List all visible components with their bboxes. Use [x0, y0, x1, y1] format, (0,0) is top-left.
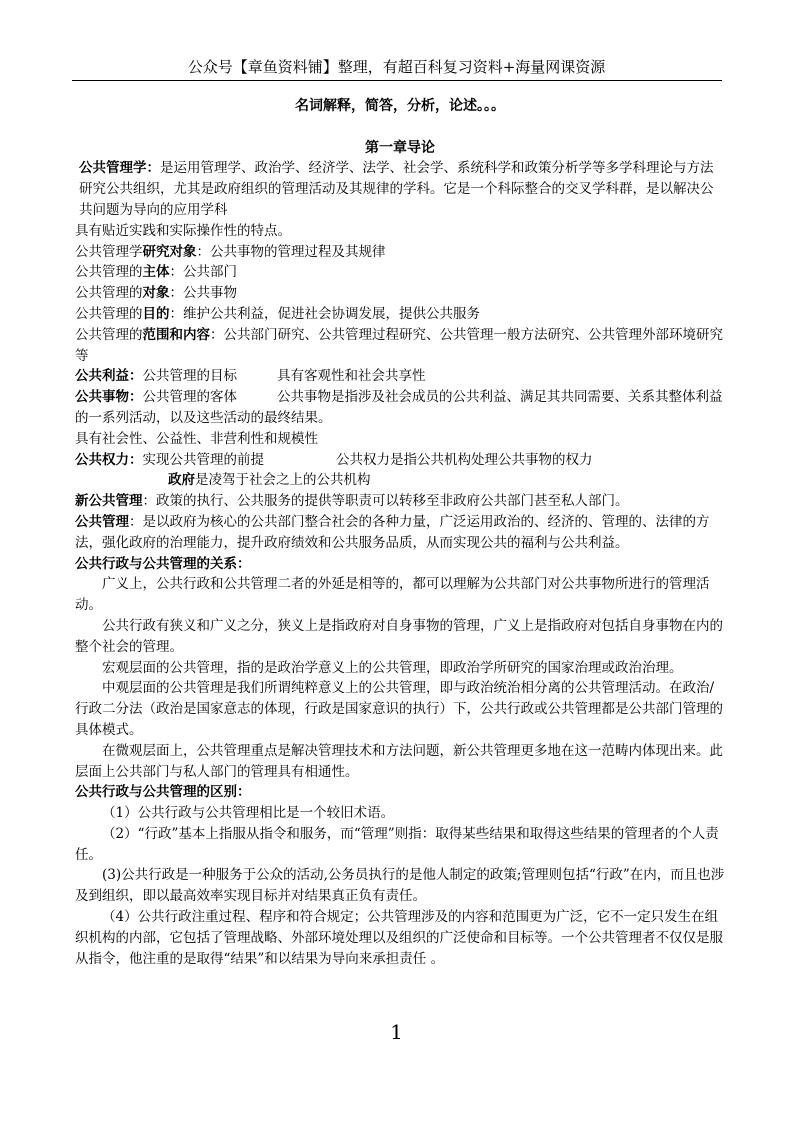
definition-text: 实现公共管理的前提 — [142, 451, 264, 468]
definition-text: 公共管理的目标 — [142, 368, 237, 385]
term: 研究对象 — [142, 243, 197, 260]
term: 政府 — [168, 472, 195, 489]
document-subtitle: 名词解释，简答，分析，论述。。。 — [295, 98, 505, 114]
document-body — [75, 96, 725, 969]
prefix: 公共管理的 — [75, 305, 143, 322]
prefix: 公共管理的 — [75, 326, 143, 343]
definition-text: ：公共事物的管理过程及其规律 — [196, 243, 386, 260]
term: 主体 — [142, 264, 170, 281]
page-number: 1 — [390, 1020, 403, 1044]
list-item: （1）公共行政与公共管理相比是一个较旧术语。 — [102, 805, 395, 822]
term: 公共利益： — [75, 368, 143, 385]
definition-government — [75, 470, 725, 491]
term: 公共权力： — [75, 451, 143, 468]
definition-text: ：是以政府为核心的公共部门整合社会的各种力量，广泛运用政治的、经济的、管理的、法律的方法，强化政府的治理能力，提升政府绩效和公共服务品质，从而实现公共的福利与公共利益。 — [75, 513, 710, 551]
term: 公共事物： — [75, 389, 143, 406]
term: 对象 — [142, 285, 170, 302]
definition-purpose — [75, 304, 725, 325]
section-heading-relation: 公共行政与公共管理的关系： — [75, 555, 251, 572]
paragraph: 具有社会性、公益性、非营利性和规模性 — [75, 430, 318, 447]
paragraph: 中观层面的公共管理是我们所谓纯粹意义上的公共管理，即与政治统治相分离的公共管理活动。在政治/行政二分法（政治是国家意志的体现，行政是国家意识的执行）下，公共行政或公共管理都是公共部门管理的具体模式。 — [75, 680, 723, 738]
paragraph: 具有贴近实践和实际操作性的特点。 — [75, 222, 291, 239]
term: 公共管理 — [75, 513, 129, 530]
section-heading-difference: 公共行政与公共管理的区别： — [75, 784, 251, 801]
definition-new-public-management — [75, 491, 725, 512]
definition-text: ：公共部门研究、公共管理过程研究、公共管理一般方法研究、公共管理外部环境研究等 — [75, 326, 723, 364]
definition-public-power — [75, 450, 725, 471]
paragraph: 公共行政有狭义和广义之分，狭义上是指政府对自身事物的管理，广义上是指政府对包括自身事物在内的整个社会的管理。 — [75, 617, 723, 655]
list-item: （4）公共行政注重过程、程序和符合规定；公共管理涉及的内容和范围更为广泛，它不一定只发生在组织机构的内部，它包括了管理战略、外部环境处理以及组织的广泛使命和目标等。一个公共管理者不仅仅是服从指令，他注重的是取得“结果”和以结果为导向来承担责任 。 — [75, 909, 723, 967]
definition-scope — [75, 325, 725, 367]
list-item: (3)公共行政是一种服务于公众的活动,公务员执行的是他人制定的政策;管理则包括“行政”在内，而且也涉及到组织，即以最高效率实现目标并对结果真正负有责任。 — [75, 867, 725, 905]
definition-text: 是凌驾于社会之上的公共机构 — [195, 472, 371, 489]
definition-text: 公共管理的客体 — [142, 389, 237, 406]
definition-text: 公共事物是指涉及社会成员的公共利益、满足其共同需要、关系其整体利益的一系列活动，以及这些活动的最终结果。 — [75, 389, 723, 426]
term: 范围和内容 — [142, 326, 210, 343]
definition-public-interest — [75, 366, 725, 387]
definition-text: ：公共部门 — [169, 264, 237, 281]
chapter-title: 第一章导论 — [365, 139, 435, 156]
definition-text: ：维护公共利益，促进社会协调发展，提供公共服务 — [169, 305, 480, 322]
paragraph: 宏观层面的公共管理，指的是政治学意义上的公共管理，即政治学所研究的国家治理或政治治理。 — [102, 659, 683, 676]
spacer — [75, 117, 725, 138]
definition-text: ：政策的执行、公共服务的提供等职责可以转移至非政府公共部门甚至私人部门。 — [142, 493, 629, 510]
term: 目的 — [142, 305, 170, 322]
definition-public-management-science — [75, 158, 725, 220]
definition-subject — [75, 262, 725, 283]
term: 公共管理学： — [79, 160, 160, 177]
prefix: 公共管理学 — [75, 243, 143, 260]
definition-object — [75, 283, 725, 304]
definition-public-affairs — [75, 387, 725, 429]
definition-research-object — [75, 242, 725, 263]
prefix: 公共管理的 — [75, 264, 143, 281]
definition-text: 具有客观性和社会共享性 — [277, 368, 426, 385]
definition-text: ：公共事物 — [169, 285, 237, 302]
definition-text: 公共权力是指公共机构处理公共事物的权力 — [336, 451, 593, 468]
list-item: （2）“行政”基本上指服从指令和服务，而“管理”则指：取得某些结果和取得这些结果的管理者的个人责任。 — [75, 825, 719, 863]
term: 新公共管理 — [75, 493, 143, 510]
page-header: 公众号【章鱼资料铺】整理，有超百科复习资料+海量网课资源 — [187, 58, 606, 76]
paragraph: 广义上，公共行政和公共管理二者的外延是相等的，都可以理解为公共部门对公共事物所进行的管理活动。 — [75, 576, 710, 614]
definition-public-management — [75, 512, 725, 554]
definition-text: 是运用管理学、政治学、经济学、法学、社会学、系统科学和政策分析学等多学科理论与方法研究公共组织，尤其是政府组织的管理活动及其规律的学科。它是一个科际整合的交叉学科群，是以解决公共问题为导向的应用学科 — [79, 160, 714, 218]
prefix: 公共管理的 — [75, 285, 143, 302]
paragraph: 在微观层面上，公共管理重点是解决管理技术和方法问题，新公共管理更多地在这一范畴内体现出来。此层面上公共部门与私人部门的管理具有相通性。 — [75, 742, 723, 780]
header-divider — [72, 80, 722, 81]
